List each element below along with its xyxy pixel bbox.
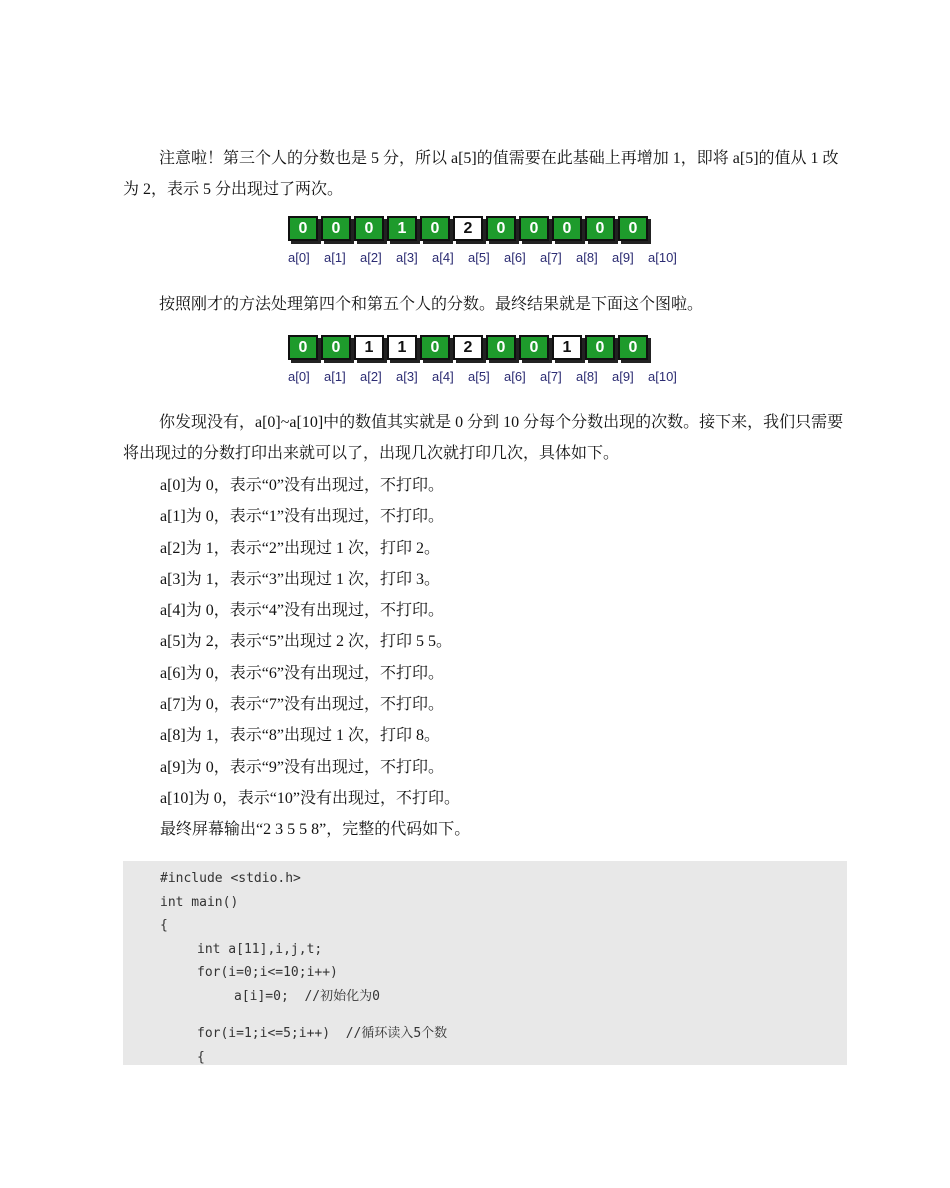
code-line: a[i]=0; //初始化为0 <box>234 988 380 1004</box>
array-cell: 1 <box>552 335 582 360</box>
list-item: a[7]为 0，表示“7”没有出现过，不打印。 <box>160 696 444 714</box>
list-item: a[10]为 0，表示“10”没有出现过，不打印。 <box>160 789 460 807</box>
list-item: a[1]为 0，表示“1”没有出现过，不打印。 <box>160 508 444 526</box>
list-item: a[8]为 1，表示“8”出现过 1 次，打印 8。 <box>160 727 440 745</box>
array-index-label: a[9] <box>612 250 634 265</box>
code-block <box>123 861 847 1065</box>
array-index-label: a[4] <box>432 369 454 384</box>
code-line: #include <stdio.h> <box>160 871 301 886</box>
array-cell: 0 <box>519 216 549 241</box>
array-cell: 0 <box>585 335 615 360</box>
list-item: a[9]为 0，表示“9”没有出现过，不打印。 <box>160 758 444 776</box>
array-index-label: a[6] <box>504 250 526 265</box>
paragraph-process: 按照刚才的方法处理第四个和第五个人的分数。最终结果就是下面这个图啦。 <box>159 296 704 313</box>
array-index-label: a[0] <box>288 250 310 265</box>
code-line: { <box>160 918 168 933</box>
array-index-label: a[7] <box>540 369 562 384</box>
array-index-label: a[3] <box>396 250 418 265</box>
array-cell: 1 <box>387 335 417 360</box>
array-index-label: a[4] <box>432 250 454 265</box>
list-item: a[5]为 2，表示“5”出现过 2 次，打印 5 5。 <box>160 633 452 651</box>
code-line: int a[11],i,j,t; <box>197 941 323 957</box>
array-index-label: a[1] <box>324 369 346 384</box>
array-index-label: a[10] <box>648 250 677 265</box>
array-index-label: a[2] <box>360 369 382 384</box>
list-item: 最终屏幕输出“2 3 5 5 8”，完整的代码如下。 <box>160 821 471 839</box>
array-labels <box>288 250 688 265</box>
array-cell: 0 <box>585 216 615 241</box>
array-cell: 0 <box>519 335 549 360</box>
explanation-list <box>160 470 470 846</box>
paragraph-explanation: 你发现没有，a[0]~a[10]中的数值其实就是 0 分到 10 分每个分数出现的次数。接下来，我们只需要将出现过的分数打印出来就可以了，出现几次就打印几次，具体如下。 <box>123 414 844 462</box>
array-cell: 0 <box>486 216 516 241</box>
array-index-label: a[7] <box>540 250 562 265</box>
code-line: { <box>197 1049 205 1065</box>
array-index-label: a[8] <box>576 250 598 265</box>
array-cell: 0 <box>354 216 384 241</box>
list-item: a[6]为 0，表示“6”没有出现过，不打印。 <box>160 664 444 682</box>
code-line: int main() <box>160 894 239 910</box>
array-cell: 0 <box>618 335 648 360</box>
list-item: a[2]为 1，表示“2”出现过 1 次，打印 2。 <box>160 539 440 557</box>
list-item: a[4]为 0，表示“4”没有出现过，不打印。 <box>160 602 444 620</box>
array-index-label: a[1] <box>324 250 346 265</box>
array-cells <box>288 216 688 247</box>
array-cell: 0 <box>420 216 450 241</box>
array-cell: 1 <box>387 216 417 241</box>
array-cell: 0 <box>420 335 450 360</box>
list-item: a[3]为 1，表示“3”出现过 1 次，打印 3。 <box>160 570 440 588</box>
array-index-label: a[10] <box>648 369 677 384</box>
array-cell: 0 <box>288 216 318 241</box>
array-cells <box>288 335 688 366</box>
array-index-label: a[5] <box>468 369 490 384</box>
array-cell: 2 <box>453 216 483 241</box>
array-index-label: a[3] <box>396 369 418 384</box>
array-labels <box>288 369 688 384</box>
array-cell: 0 <box>321 216 351 241</box>
array-cell: 0 <box>618 216 648 241</box>
array-index-label: a[8] <box>576 369 598 384</box>
array-index-label: a[9] <box>612 369 634 384</box>
array-figure-2 <box>288 335 688 384</box>
code-line: for(i=1;i<=5;i++) //循环读入5个数 <box>197 1026 448 1041</box>
array-cell: 0 <box>552 216 582 241</box>
array-index-label: a[0] <box>288 369 310 384</box>
array-index-label: a[5] <box>468 250 490 265</box>
paragraph-note: 注意啦！第三个人的分数也是 5 分，所以 a[5]的值需要在此基础上再增加 1，即将 a[5]的值从 1 改为 2，表示 5 分出现过了两次。 <box>123 150 839 198</box>
code-line: for(i=0;i<=10;i++) <box>197 965 338 980</box>
array-index-label: a[6] <box>504 369 526 384</box>
array-figure-1 <box>288 216 688 265</box>
array-cell: 1 <box>354 335 384 360</box>
array-cell: 0 <box>486 335 516 360</box>
array-cell: 0 <box>288 335 318 360</box>
array-cell: 2 <box>453 335 483 360</box>
list-item: a[0]为 0，表示“0”没有出现过，不打印。 <box>160 477 444 494</box>
array-cell: 0 <box>321 335 351 360</box>
array-index-label: a[2] <box>360 250 382 265</box>
